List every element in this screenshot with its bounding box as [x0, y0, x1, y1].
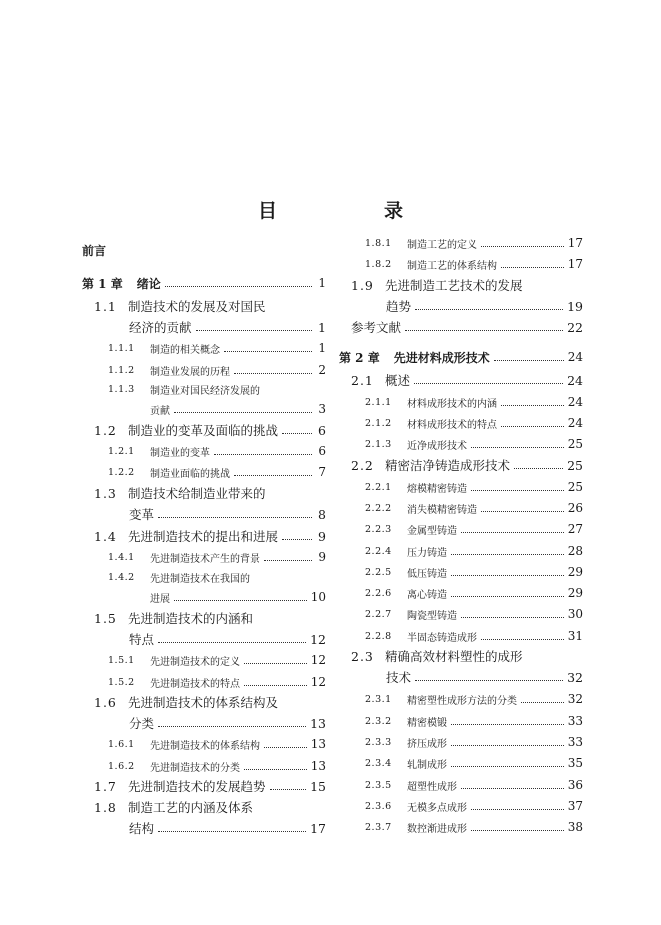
toc-leader-dots — [414, 382, 563, 384]
toc-entry-number: 1.8.2 — [365, 258, 392, 270]
toc-leader-dots — [244, 684, 307, 686]
toc-entry-number: 1.2 — [94, 422, 117, 438]
toc-entry-title: 离心铸造 — [407, 589, 447, 601]
toc-entry-title: 无模多点成形 — [407, 802, 467, 814]
toc-entry — [82, 297, 326, 315]
toc-entry-title: 先进制造技术的体系结构及 — [128, 695, 279, 710]
toc-entry-title: 精密塑性成形方法的分类 — [407, 695, 517, 707]
toc-entry — [339, 318, 583, 336]
toc-entry-page: 9 — [318, 528, 326, 544]
toc-entry-number: 1.4.1 — [108, 551, 135, 563]
toc-entry-page: 9 — [318, 550, 326, 564]
toc-entry-page: 12 — [310, 653, 326, 667]
toc-entry-title: 制造业面临的挑战 — [150, 468, 230, 480]
toc-leader-dots — [471, 829, 564, 831]
toc-entry-title: 分类 — [129, 716, 155, 731]
toc-entry — [339, 647, 583, 665]
toc-entry — [339, 797, 583, 815]
toc-leader-dots — [264, 746, 307, 748]
toc-entry-number: 2.3.5 — [365, 779, 392, 791]
toc-entry — [82, 798, 326, 816]
toc-entry-page: 33 — [567, 735, 583, 749]
toc-entry-number: 2.1.3 — [365, 438, 392, 450]
toc-leader-dots — [461, 787, 564, 789]
toc-entry-title: 先进制造技术的特点 — [150, 678, 240, 690]
toc-leader-dots — [158, 516, 312, 518]
toc-leader-dots — [471, 446, 564, 448]
toc-entry-page: 13 — [310, 715, 326, 731]
toc-entry-title: 先进制造技术在我国的 — [150, 573, 250, 585]
toc-entry — [82, 318, 326, 336]
toc-entry-title: 趋势 — [386, 299, 412, 314]
toc-entry — [82, 274, 326, 292]
toc-entry-number: 1.6.2 — [108, 760, 135, 772]
toc-leader-dots — [451, 765, 564, 767]
toc-entry — [339, 499, 583, 517]
toc-entry — [82, 588, 326, 606]
toc-entry-page: 37 — [567, 799, 583, 813]
toc-entry-title: 先进制造工艺技术的发展 — [385, 278, 523, 293]
toc-leader-dots — [501, 404, 564, 406]
toc-entry-number: 2.2.2 — [365, 502, 392, 514]
toc-entry-title: 半固态铸造成形 — [407, 632, 477, 644]
toc-entry-title: 精密模锻 — [407, 717, 447, 729]
toc-leader-dots — [471, 808, 564, 810]
toc-leader-dots — [158, 641, 306, 643]
toc-entry-page: 3 — [318, 402, 326, 416]
toc-leader-dots — [244, 768, 307, 770]
toc-entry-page: 22 — [567, 319, 583, 335]
toc-entry-title: 先进制造技术产生的背景 — [150, 553, 260, 565]
toc-entry — [339, 712, 583, 730]
toc-entry — [339, 371, 583, 389]
toc-entry — [339, 563, 583, 581]
toc-entry — [339, 478, 583, 496]
toc-entry — [82, 339, 326, 357]
toc-leader-dots — [415, 308, 563, 310]
toc-entry-title: 超塑性成形 — [407, 781, 457, 793]
toc-entry — [339, 776, 583, 794]
toc-entry-title: 先进制造技术的分类 — [150, 762, 240, 774]
toc-entry — [82, 609, 326, 627]
toc-entry-title: 轧制成形 — [407, 759, 447, 771]
toc-entry-title: 制造的相关概念 — [150, 344, 220, 356]
toc-leader-dots — [224, 350, 312, 352]
toc-entry-number: 2.2.5 — [365, 566, 392, 578]
toc-entry-number: 1.1.1 — [108, 342, 135, 354]
toc-entry — [82, 442, 326, 460]
toc-entry-title: 制造技术给制造业带来的 — [128, 486, 266, 501]
toc-entry — [339, 276, 583, 294]
toc-entry-page: 19 — [567, 298, 583, 314]
toc-entry-number: 1.8 — [94, 799, 117, 815]
toc-entry-page: 25 — [567, 480, 583, 494]
toc-leader-dots — [244, 662, 307, 664]
toc-entry-page: 1 — [318, 276, 326, 290]
toc-entry-page: 15 — [310, 778, 326, 794]
toc-entry — [82, 673, 326, 691]
toc-entry-number: 2.3.6 — [365, 800, 392, 812]
toc-entry-page: 31 — [567, 629, 583, 643]
toc-entry-title: 精密洁净铸造成形技术 — [385, 458, 511, 473]
toc-entry-title: 数控渐进成形 — [407, 823, 467, 835]
toc-entry — [82, 421, 326, 439]
toc-entry-title: 先进材料成形技术 — [393, 350, 490, 365]
toc-entry-title: 特点 — [129, 632, 155, 647]
toc-entry-title: 制造技术的发展及对国民 — [128, 299, 266, 314]
toc-entry-title: 低压铸造 — [407, 568, 447, 580]
toc-entry — [82, 757, 326, 775]
toc-entry-number: 1.7 — [94, 778, 117, 794]
toc-entry-title: 制造工艺的体系结构 — [407, 260, 497, 272]
toc-entry-title: 进展 — [150, 593, 170, 605]
toc-leader-dots — [165, 285, 312, 287]
toc-entry-title: 先进制造技术的定义 — [150, 656, 240, 668]
toc-entry-title: 制造业发展的历程 — [150, 366, 230, 378]
toc-entry-number: 2.3.4 — [365, 757, 392, 769]
toc-entry-page: 12 — [310, 631, 326, 647]
toc-entry — [82, 361, 326, 379]
toc-entry-number: 1.1 — [94, 298, 117, 314]
toc-leader-dots — [174, 411, 312, 413]
toc-leader-dots — [451, 744, 564, 746]
toc-entry-page: 7 — [318, 465, 326, 479]
toc-entry-title: 结构 — [129, 821, 155, 836]
toc-entry — [82, 630, 326, 648]
toc-entry-title: 制造业的变革 — [150, 447, 210, 459]
page-title: 目 录 — [257, 200, 447, 222]
toc-entry-title: 制造业对国民经济发展的 — [150, 385, 260, 397]
toc-entry — [339, 520, 583, 538]
toc-entry — [339, 456, 583, 474]
toc-entry — [82, 568, 326, 586]
toc-leader-dots — [196, 329, 312, 331]
toc-entry-number: 1.9 — [351, 277, 374, 293]
toc-entry-title: 制造工艺的内涵及体系 — [128, 800, 254, 815]
toc-entry-number: 1.6.1 — [108, 738, 135, 750]
toc-entry-title: 材料成形技术的内涵 — [407, 398, 497, 410]
toc-entry-page: 29 — [567, 586, 583, 600]
toc-leader-dots — [405, 329, 563, 331]
toc-entry — [339, 414, 583, 432]
toc-leader-dots — [158, 725, 306, 727]
toc-entry — [339, 348, 583, 366]
toc-entry — [82, 714, 326, 732]
toc-entry-number: 1.4.2 — [108, 571, 135, 583]
toc-entry — [339, 435, 583, 453]
toc-entry-title: 技术 — [386, 670, 412, 685]
toc-leader-dots — [234, 372, 312, 374]
toc-entry — [82, 400, 326, 418]
toc-entry-page: 24 — [567, 395, 583, 409]
toc-entry — [82, 548, 326, 566]
toc-leader-dots — [461, 616, 564, 618]
toc-entry-title: 绪论 — [136, 276, 161, 291]
toc-entry-page: 32 — [567, 669, 583, 685]
toc-leader-dots — [501, 425, 564, 427]
toc-entry — [339, 818, 583, 836]
toc-leader-dots — [451, 553, 564, 555]
toc-leader-dots — [481, 245, 564, 247]
toc-entry-number: 2.2.3 — [365, 523, 392, 535]
toc-entry — [82, 241, 326, 259]
toc-entry-page: 29 — [567, 565, 583, 579]
toc-entry-number: 1.2.1 — [108, 445, 135, 457]
toc-leader-dots — [481, 510, 564, 512]
toc-leader-dots — [471, 489, 564, 491]
toc-entry-page: 27 — [567, 522, 583, 536]
toc-leader-dots — [282, 432, 312, 434]
toc-entry-page: 28 — [567, 544, 583, 558]
toc-entry-title: 参考文献 — [351, 320, 402, 335]
toc-leader-dots — [264, 559, 312, 561]
toc-entry-number: 2.2 — [351, 457, 374, 473]
toc-entry — [82, 380, 326, 398]
toc-entry-title: 先进制造技术的发展趋势 — [128, 779, 266, 794]
toc-entry-page: 24 — [567, 372, 583, 388]
toc-entry — [339, 733, 583, 751]
toc-entry-title: 精确高效材料塑性的成形 — [385, 649, 523, 664]
toc-entry-number: 2.3.3 — [365, 736, 392, 748]
toc-entry-number: 2.2.7 — [365, 608, 392, 620]
toc-leader-dots — [514, 467, 563, 469]
toc-entry-page: 6 — [318, 422, 326, 438]
toc-entry-title: 挤压成形 — [407, 738, 447, 750]
toc-entry-number: 1.8.1 — [365, 237, 392, 249]
toc-entry-page: 36 — [567, 778, 583, 792]
toc-entry-page: 17 — [567, 236, 583, 250]
toc-entry-page: 25 — [567, 437, 583, 451]
toc-leader-dots — [451, 595, 564, 597]
toc-entry-number: 1.5.1 — [108, 654, 135, 666]
toc-entry-number: 2.1.1 — [365, 396, 392, 408]
toc-entry — [82, 463, 326, 481]
toc-entry — [339, 690, 583, 708]
toc-entry-number: 2.3.1 — [365, 693, 392, 705]
toc-leader-dots — [461, 531, 564, 533]
toc-entry-title: 先进制造技术的体系结构 — [150, 740, 260, 752]
toc-entry-number: 2.1.2 — [365, 417, 392, 429]
toc-entry-page: 1 — [318, 341, 326, 355]
toc-entry — [339, 754, 583, 772]
toc-entry-number: 1.2.2 — [108, 466, 135, 478]
toc-entry-page: 26 — [567, 501, 583, 515]
toc-entry-title: 概述 — [385, 373, 411, 388]
toc-entry-title: 熔模精密铸造 — [407, 483, 467, 495]
toc-entry-title: 贡献 — [150, 405, 170, 417]
toc-entry — [82, 505, 326, 523]
toc-entry-number: 2.1 — [351, 372, 374, 388]
toc-entry-title: 制造业的变革及面临的挑战 — [128, 423, 279, 438]
toc-leader-dots — [494, 359, 564, 361]
toc-entry-number: 2.2.1 — [365, 481, 392, 493]
toc-entry — [339, 627, 583, 645]
toc-leader-dots — [415, 679, 563, 681]
toc-entry-title: 先进制造技术的内涵和 — [128, 611, 254, 626]
toc-leader-dots — [501, 266, 564, 268]
toc-entry — [82, 527, 326, 545]
toc-leader-dots — [481, 638, 564, 640]
toc-entry-title: 陶瓷型铸造 — [407, 610, 457, 622]
toc-entry-number: 2.2.4 — [365, 545, 392, 557]
toc-entry-number: 2.3 — [351, 648, 374, 664]
toc-entry-page: 8 — [318, 506, 326, 522]
toc-entry-title: 压力铸造 — [407, 547, 447, 559]
toc-entry — [339, 297, 583, 315]
toc-leader-dots — [282, 538, 312, 540]
toc-entry-page: 12 — [310, 675, 326, 689]
toc-entry-number: 1.4 — [94, 528, 117, 544]
toc-entry-page: 38 — [567, 820, 583, 834]
toc-entry — [82, 693, 326, 711]
toc-leader-dots — [451, 723, 564, 725]
toc-entry — [82, 735, 326, 753]
toc-entry-page: 25 — [567, 457, 583, 473]
toc-entry-page: 24 — [567, 416, 583, 430]
toc-leader-dots — [158, 830, 306, 832]
toc-entry-page: 24 — [567, 350, 583, 364]
toc-entry-number: 1.1.2 — [108, 364, 135, 376]
toc-entry-number: 2.2.8 — [365, 630, 392, 642]
toc-entry-number: 2.3.2 — [365, 715, 392, 727]
toc-entry-page: 17 — [310, 820, 326, 836]
toc-entry-page: 13 — [310, 737, 326, 751]
toc-entry — [339, 255, 583, 273]
toc-entry-title: 前言 — [82, 243, 107, 258]
toc-entry-page: 17 — [567, 257, 583, 271]
toc-entry — [339, 605, 583, 623]
toc-entry-number: 2.2.6 — [365, 587, 392, 599]
toc-entry-number: 1.3 — [94, 485, 117, 501]
toc-entry-number: 1.6 — [94, 694, 117, 710]
toc-leader-dots — [451, 574, 564, 576]
toc-entry-title: 先进制造技术的提出和进展 — [128, 529, 279, 544]
toc-leader-dots — [214, 453, 312, 455]
toc-entry-title: 近净成形技术 — [407, 440, 467, 452]
toc-entry-number: 1.1.3 — [108, 383, 135, 395]
toc-entry-page: 10 — [310, 590, 326, 604]
toc-entry-number: 第 1 章 — [82, 276, 123, 291]
toc-entry — [339, 542, 583, 560]
toc-entry-title: 经济的贡献 — [129, 320, 192, 335]
toc-entry-page: 33 — [567, 714, 583, 728]
toc-entry-title: 材料成形技术的特点 — [407, 419, 497, 431]
toc-entry-page: 32 — [567, 692, 583, 706]
toc-leader-dots — [234, 474, 312, 476]
toc-entry — [82, 777, 326, 795]
toc-entry-page: 35 — [567, 756, 583, 770]
toc-entry-page: 13 — [310, 759, 326, 773]
toc-entry-number: 2.3.7 — [365, 821, 392, 833]
toc-entry-page: 6 — [318, 444, 326, 458]
toc-entry — [82, 484, 326, 502]
toc-entry-title: 变革 — [129, 507, 155, 522]
toc-entry — [339, 234, 583, 252]
toc-entry-title: 消失模精密铸造 — [407, 504, 477, 516]
toc-entry — [82, 651, 326, 669]
toc-entry — [339, 393, 583, 411]
toc-entry-number: 1.5.2 — [108, 676, 135, 688]
toc-leader-dots — [174, 599, 307, 601]
toc-entry — [339, 584, 583, 602]
toc-entry-page: 30 — [567, 607, 583, 621]
toc-entry — [82, 819, 326, 837]
toc-entry-page: 1 — [318, 319, 326, 335]
toc-leader-dots — [521, 701, 564, 703]
toc-entry-title: 金属型铸造 — [407, 525, 457, 537]
toc-entry — [339, 668, 583, 686]
toc-entry-number: 1.5 — [94, 610, 117, 626]
toc-entry-page: 2 — [318, 363, 326, 377]
toc-entry-number: 第 2 章 — [339, 350, 380, 365]
toc-entry-title: 制造工艺的定义 — [407, 239, 477, 251]
toc-leader-dots — [270, 788, 307, 790]
